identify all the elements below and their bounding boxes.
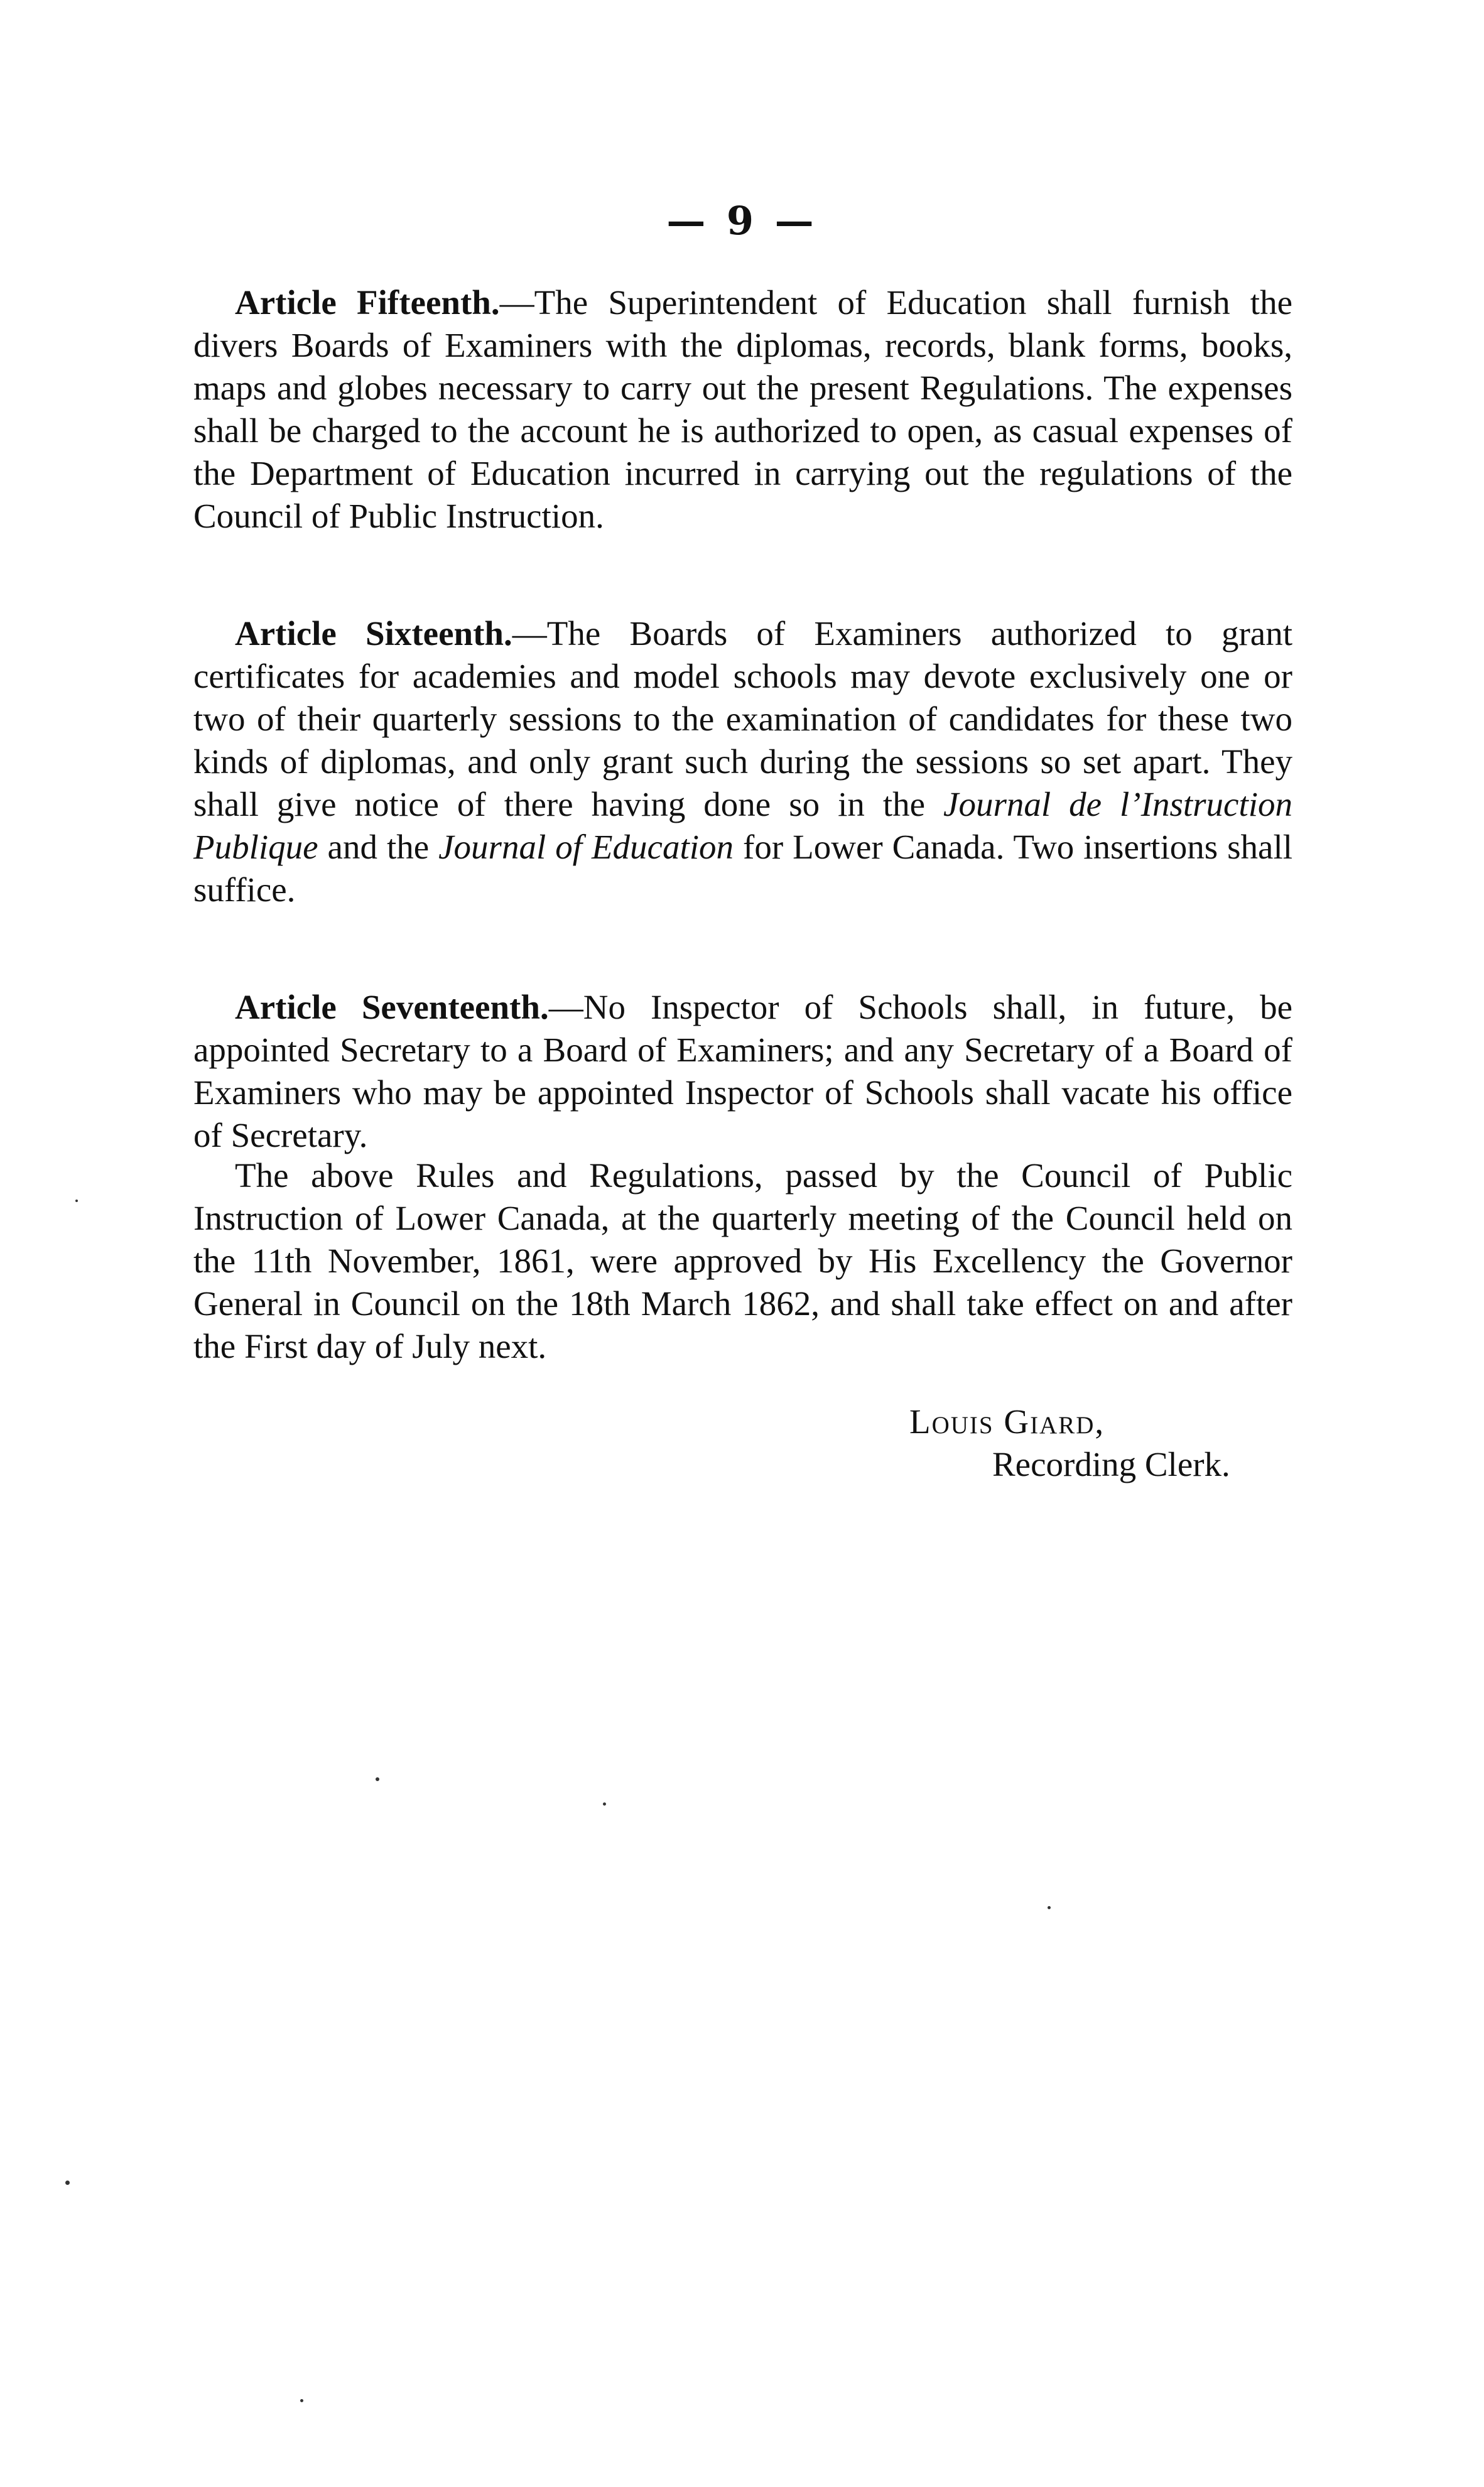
print-speck bbox=[65, 2181, 70, 2185]
print-speck bbox=[75, 1200, 78, 1202]
article-seventeenth-paragraph bbox=[193, 986, 1292, 1157]
journal-instruction-publique-title: Journal de l’Instruction Publique bbox=[193, 785, 1293, 866]
article-sixteenth-heading: Article Sixteenth. bbox=[235, 614, 512, 653]
print-speck bbox=[1048, 1906, 1051, 1909]
article-fifteenth-heading: Article Fifteenth. bbox=[235, 283, 500, 322]
approval-text: The above Rules and Regulations, passed by the Council of Public Instruction of Lower Canada, at the quarterly meeting of the Council held on the 11th November, 1861, were approved by His Excellency the Governor General in Council on the 18th March 1862, and shall take effect on and after the First day of July next. bbox=[193, 1156, 1292, 1365]
article-sixteenth-text-end: for Lower Canada. Two insertions shall suffice. bbox=[193, 828, 1293, 909]
article-sixteenth-text-start: —The Boards of Examiners authorized to grant certificates for academies and model schools may devote exclusively one or two of their quarterly sessions to the examination of candidates for these two kinds of diplomas, and only grant such during the sessions so set apart. They shall give notice of there having done so in the bbox=[193, 614, 1292, 823]
journal-of-education-title: Journal of Education bbox=[438, 828, 734, 866]
approval-paragraph bbox=[193, 1154, 1292, 1368]
article-fifteenth-text: —The Superintendent of Education shall furnish the divers Boards of Examiners with the diplomas, records, blank forms, books, maps and globes necessary to carry out the present Regulations. The expenses shall be charged to the account he is authorized to open, as casual expenses of the Department of Education incurred in carrying out the regulations of the Council of Public Instruction. bbox=[193, 283, 1292, 535]
print-speck bbox=[376, 1777, 379, 1781]
signature-name: Louis Giard, bbox=[909, 1402, 1105, 1441]
article-sixteenth-paragraph bbox=[193, 612, 1292, 911]
article-seventeenth-heading: Article Seventeenth. bbox=[235, 988, 549, 1026]
print-speck bbox=[300, 2399, 303, 2402]
print-speck bbox=[603, 1802, 606, 1806]
article-fifteenth-paragraph bbox=[193, 281, 1292, 538]
article-sixteenth-text-middle: and the bbox=[318, 828, 439, 866]
article-seventeenth-text: —No Inspector of Schools shall, in future, be appointed Secretary to a Board of Examiners; and any Secretary of a Board of Examiners who may be appointed Inspector of Schools shall vacate his office of Secretary. bbox=[193, 988, 1292, 1154]
page-number: — 9 — bbox=[666, 198, 818, 244]
signature-title: Recording Clerk. bbox=[992, 1445, 1230, 1483]
